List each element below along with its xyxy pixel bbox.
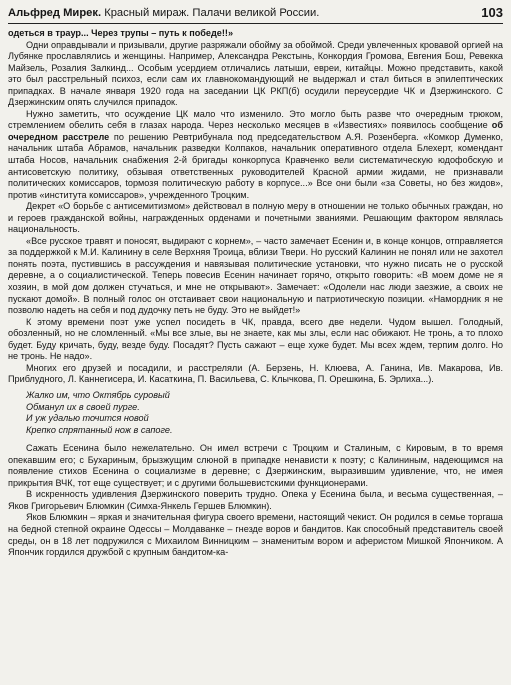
poem-line: Жалко им, что Октябрь суровый xyxy=(26,389,170,400)
main-text xyxy=(8,28,503,559)
bold-phrase: об очередном расстреле xyxy=(8,120,503,142)
header-title: Красный мираж. Палачи великой России. xyxy=(104,7,320,19)
paragraph xyxy=(8,28,503,40)
paragraph: В искренность удивления Дзержинского поверить трудно. Опека у Есенина была, и весьма существенная, – Яков Григорьевич Блюмкин (Симха-Янкель Гершев Блюмкин). xyxy=(8,489,503,511)
paragraph: Декрет «О борьбе с антисемитизмом» действовал в полную меру в отношении не только обычных граждан, но и героев гражданской войны, награжденных орденами и почетными званиями. Решающим фактором являлась национальность. xyxy=(8,201,503,235)
poem-line: Обманул их в своей пурге. xyxy=(26,401,140,412)
poem-line: И уж удалью точится новой xyxy=(26,413,149,424)
paragraph: Яков Блюмкин – яркая и значительная фигура своего времени, настоящий чекист. Он родился в семье торгаша на бедной степной окраине Одессы – Молдаванке – гнезде воров и бандитов. Как способный представитель своей среды, он в 18 лет подружился с Михаилом Винницким – знаменитым вором и аферистом Мишкой Япончиком. А Япончик гордился дружбой с крупным бандитом-ка- xyxy=(8,512,503,558)
paragraph xyxy=(8,109,503,201)
paragraph: Многих его друзей и посадили, и расстреляли (А. Берзень, Н. Клюева, А. Ганина, Ив. Макарова, Ив. Приблудного, Л. Каннегисера, И. Касаткина, П. Васильева, С. Клычкова, П. Орешкина, Б. Эрлиха...). xyxy=(8,362,503,385)
running-header xyxy=(8,6,503,24)
bold-lead: одеться в траур... Через трупы – путь к победе!!» xyxy=(8,28,234,38)
paragraph: Сажать Есенина было нежелательно. Он имел встречи с Троцким и Сталиным, с Кировым, в то время опекавшим его; с Бухариным, брызжущим слюной в припадке ненависти к поэту; с Калининым, надеющимся на появление стихов Есенина о социализме в деревне; с Дзержинским, выразившим удивление, что, не имея прикрытия ВЧК, тот еще существует; и с другими большевистскими функционерами. xyxy=(8,443,503,488)
paragraph: Одни оправдывали и призывали, другие разряжали обойму за обоймой. Среди увлеченных кровавой оргией на Лубянке прославлялись и женщины. Например, Александра Рекстынь, Конкордия Громова, Евгения Бош, Ревекка Майзель, Розалия Залкинд... Особым усердием отличались латыши, евреи, китайцы. Можно представить, какой это был расстрельный психоз, если сам их главнокомандующий не выдержал и стал биться в эпилептических припадках. В начале января 1920 года на заседании ЦК РКП(б) осудили переусердие ЧК и Дзержинского. С Дзержинским опять случился припадок. xyxy=(8,39,503,108)
running-title xyxy=(8,6,319,20)
page-number: 103 xyxy=(481,5,503,20)
paragraph: К этому времени поэт уже успел посидеть в ЧК, правда, всего две недели. Чудом вышел. Голодный, обозленный, но не сломленный. «Мы все злые, вы не знаете, как мы злы, если нас обижают. Не тронь, а то плохо будет. Буду кричать, буду, везде буду. Посадят? Пусть сажают – еще хуже будет. Мы всех ждем, терпим долго. Но не тронь. Не надо». xyxy=(8,316,503,362)
paragraph: «Все русское травят и поносят, выдирают с корнем», – часто замечает Есенин и, в конце концов, отправляется за поддержкой к М.И. Калинину в селе Верхняя Троица, вблизи Твери. Но русский Калинин не понял или не захотел понять поэта, пустившись в рассуждения и навязывая политические установки, что нужно писать не о русской деревне, а о социалистической. Теперь повесив Есенин начинает горячо, открыто говорить: «В моем доме не я хозяин, в мой дом должен стучаться, и мне не открывают». Замечает: «Одолели нас люди заезжие, а своих не пускают домой». В полный голос он отстаивает свои национальную и патриотическую позиции. «Намордник я не позволю надеть на себя и под дудочку петь не буду. Это не выйдет!» xyxy=(8,235,503,316)
header-author: Альфред Мирек. xyxy=(8,7,102,19)
paragraph-text: по решению Ревтрибунала под председательством А.Я. Розенберга. «Комкор Думенко, начальник штаба Абрамов, начальник разведки Колпаков, начальник оперативного отдела Блехерт, комендант штаба Носов, начальник снабжения 2-й бригады конкорпуса Кравченко вели систематическую юдофобскую и антисоветскую политику, обзывая ответственных руководителей Красной армии жидами, не признавали политических комиссаров, topмозя политическую работу в корпусе...» Все они были «за Советы, но без жидов», против «института комиссаров», учрежденного Троцким. xyxy=(8,131,504,200)
paragraph-text: Нужно заметить, что осуждение ЦК мало что изменило. Это могло быть разве что очередным трюком, стремлением обелить себя в глазах народа. Через несколько месяцев в «Известиях» появилось сообщение xyxy=(8,108,503,131)
poem-line: Крепко спрятанный нож в сапоге. xyxy=(26,424,173,435)
poem-quote xyxy=(26,390,503,436)
